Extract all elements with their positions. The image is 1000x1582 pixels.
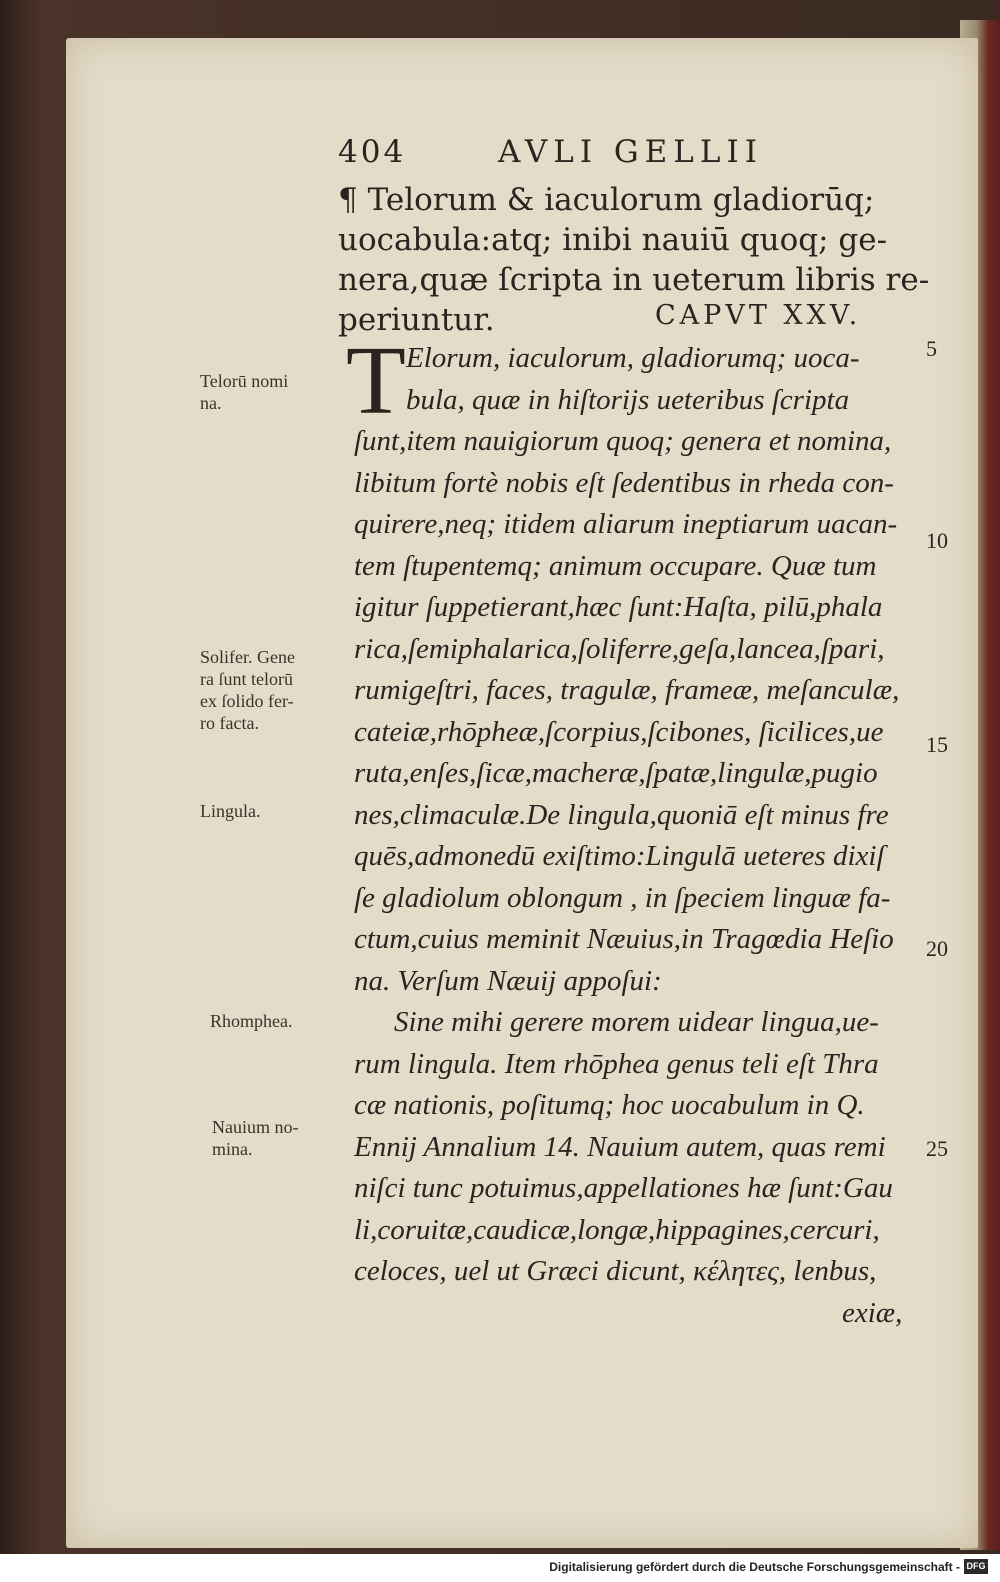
body-line: libitum fortè nobis eſt ſedentibus in rheda con- [354, 466, 894, 499]
chapter-number: CAPVT XXV. [655, 300, 862, 331]
dfg-logo-icon: DFG [964, 1559, 988, 1574]
body-line: ruta,enſes,ſicæ,macheræ,ſpatæ,lingulæ,pugio [354, 757, 878, 789]
body-line: igitur ſuppetierant,hæc ſunt:Haſta, pilū,phala [354, 591, 883, 623]
page-header [338, 134, 918, 174]
margin-note-solifer: Solifer. Gene ra ſunt telorū ex ſolido fer- ro facta. [200, 647, 295, 733]
body-line: li,coruitæ,caudicæ,longæ,hippagines,cercuri, [354, 1213, 880, 1246]
margin-note-nauium: Nauium no- mina. [212, 1117, 299, 1159]
line-number: 20 [926, 936, 948, 961]
line-number: 5 [926, 336, 937, 361]
body-line: rumigeſtri, faces, tragulæ, frameæ, meſanculæ, [354, 674, 900, 706]
body-line: rum lingula. Item rhōphea genus teli eſt Thra [354, 1047, 879, 1080]
line-number: 10 [926, 528, 948, 553]
title-line: nera,quæ ſcripta in ueterum libris re- [338, 262, 930, 298]
body-line: na. Verſum Næuij appoſui: [354, 964, 662, 997]
margin-note-lingula: Lingula. [200, 801, 261, 821]
funding-credit: Digitalisierung gefördert durch die Deutsche Forschungsgemeinschaft - [549, 1560, 960, 1574]
body-line: nes,climaculæ.De lingula,quoniā eſt minus fre [354, 798, 889, 831]
body-line: Ennij Annalium 14. Nauium autem, quas remi [354, 1130, 886, 1163]
title-line: periuntur. [338, 302, 495, 338]
body-line: niſci tunc potuimus,appellationes hæ ſunt:Gau [354, 1172, 893, 1204]
body-line: bula, quæ in hiſtorijs ueteribus ſcripta [406, 383, 850, 416]
body-line: tem ſtupentemq; animum occupare. Quæ tum [354, 549, 877, 582]
title-line: uocabula:atq; inibi nauiū quoq; ge- [338, 222, 888, 258]
line-number: 15 [926, 732, 948, 757]
body-line: ctum,cuius meminit Næuius,in Tragœdia Heſio [354, 923, 894, 955]
drop-cap: T [346, 327, 406, 435]
body-line: Elorum, iaculorum, gladiorumq; uoca- [406, 342, 860, 374]
margin-note-rhomphea: Rhomphea. [210, 1011, 293, 1031]
body-line: quēs,admonedū exiſtimo:Lingulā ueteres dixiſ [354, 840, 885, 872]
body-line: ſe gladiolum oblongum , in ſpeciem linguæ fa- [354, 881, 891, 914]
body-line: Sine mihi gerere morem uidear lingua,ue- [394, 1006, 879, 1038]
body-text [354, 338, 924, 1334]
body-line: ſunt,item nauigiorum quoq; genera et nomina, [354, 425, 892, 457]
margin-note-telorum: Telorū nomi na. [200, 371, 289, 413]
title-line: ¶ Telorum & iaculorum gladiorūq; [338, 182, 875, 218]
body-line: quirere,neq; itidem aliarum ineptiarum uacan- [354, 508, 898, 540]
running-title: AVLI GELLII [498, 134, 763, 170]
body-line: rica,ſemiphalarica,ſoliferre,geſa,lancea,ſpari, [354, 632, 885, 665]
body-line: cæ nationis, poſitumq; hoc uocabulum in Q. [354, 1089, 865, 1121]
catchword: exiæ, [842, 1296, 903, 1329]
line-number: 25 [926, 1136, 948, 1161]
page-number: 404 [338, 134, 407, 170]
body-line: cateiæ,rhōpheæ,ſcorpius,ſcibones, ſicilices,ue [354, 715, 884, 748]
body-line: celoces, uel ut Græci dicunt, κέλητες, lenbus, [354, 1255, 877, 1287]
